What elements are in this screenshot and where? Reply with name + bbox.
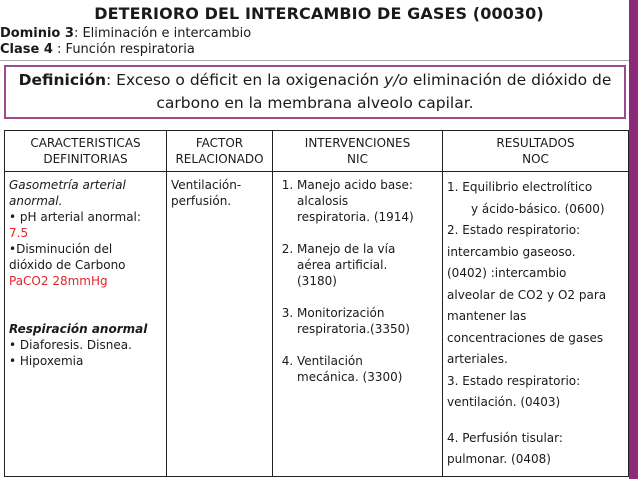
disminucion-line-2: dióxido de Carbono — [9, 258, 126, 272]
noc-line: mantener las — [447, 309, 527, 323]
ph-line: • pH arterial anormal: — [9, 210, 141, 224]
disminucion-line-1: •Disminución del — [9, 242, 113, 256]
definition-box — [4, 65, 626, 119]
nic-item-4-l2: mecánica. (3300) — [297, 370, 403, 384]
noc-line: pulmonar. (0408) — [447, 452, 551, 466]
decorative-side-bar — [629, 0, 638, 479]
care-plan-table — [4, 130, 629, 477]
noc-line: 3. Estado respiratorio: — [447, 373, 581, 388]
nic-item-1-l2: alcalosis — [297, 194, 349, 208]
noc-line: ventilación. (0403) — [447, 395, 561, 409]
header-intervenciones-l2: NIC — [347, 152, 368, 166]
dominio-line — [0, 26, 251, 41]
cell-caracteristicas — [5, 172, 167, 477]
nic-item-3-l1: 3. Monitorización — [297, 306, 385, 320]
factor-line-1: Ventilación- — [171, 178, 242, 192]
dominio-label: Dominio 3 — [0, 26, 74, 41]
definition-text-yo: y/o — [384, 71, 408, 89]
nic-item — [297, 241, 438, 289]
nic-item — [297, 353, 438, 385]
nic-item — [297, 305, 438, 337]
gasometria-line-2: anormal. — [9, 194, 63, 208]
nic-item — [297, 177, 438, 225]
gasometria-line-1: Gasometría arterial — [9, 178, 126, 192]
header — [0, 0, 638, 61]
dominio-text: : Eliminación e intercambio — [73, 26, 252, 41]
nic-item-2-l3: (3180) — [297, 274, 337, 288]
diaforesis-line: • Diaforesis. Disnea. — [9, 338, 132, 352]
nic-item-2-l1: 2. Manejo de la vía — [297, 242, 396, 256]
factor-line-2: perfusión. — [171, 194, 232, 208]
header-caracteristicas-l2: DEFINITORIAS — [43, 152, 128, 166]
clase-line — [0, 42, 195, 57]
noc-line: alveolar de CO2 y O2 para — [447, 287, 607, 302]
noc-line: concentraciones de gases — [447, 330, 604, 345]
noc-line: intercambio gaseoso. — [447, 244, 576, 259]
noc-line: 4. Perfusión tisular: — [447, 430, 563, 445]
header-factor-l1: FACTOR — [195, 136, 244, 150]
header-resultados-l1: RESULTADOS — [496, 136, 575, 150]
header-intervenciones-l1: INTERVENCIONES — [304, 136, 411, 150]
header-resultados — [443, 131, 629, 172]
definition-text-a: : Exceso o déficit en la oxigenación — [106, 71, 385, 89]
nic-item-4-l1: 4. Ventilación — [297, 354, 363, 368]
noc-line: (0402) :intercambio — [447, 266, 567, 280]
header-intervenciones — [273, 131, 443, 172]
clase-label: Clase 4 — [0, 42, 53, 57]
header-resultados-l2: NOC — [522, 152, 549, 166]
table-body-row — [5, 172, 629, 477]
noc-line: 2. Estado respiratorio: — [447, 223, 581, 237]
nic-item-3-l2: respiratoria.(3350) — [297, 322, 410, 336]
noc-line: arteriales. — [447, 352, 508, 366]
header-caracteristicas — [5, 131, 167, 172]
table-header-row — [5, 131, 629, 172]
page-title: DETERIORO DEL INTERCAMBIO DE GASES (00030) — [94, 4, 544, 23]
definition-label: Definición — [18, 71, 107, 89]
cell-factor — [167, 172, 273, 477]
cell-noc — [443, 172, 629, 477]
ph-value: 7.5 — [9, 226, 29, 240]
nic-list — [277, 177, 438, 385]
noc-line: y ácido-básico. (0600) — [471, 201, 605, 216]
header-factor — [167, 131, 273, 172]
definition-text-b: eliminación de dióxido de carbono en la membrana alveolo capilar. — [156, 71, 612, 112]
respiracion-heading: Respiración anormal — [9, 322, 148, 336]
nic-item-1-l3: respiratoria. (1914) — [297, 210, 414, 224]
clase-text: : Función respiratoria — [52, 42, 195, 57]
cell-nic — [273, 172, 443, 477]
nic-item-1-l1: 1. Manejo acido base: — [297, 178, 413, 192]
header-factor-l2: RELACIONADO — [175, 152, 264, 166]
noc-line: 1. Equilibrio electrolítico — [447, 180, 593, 194]
header-caracteristicas-l1: CARACTERISTICAS — [30, 136, 141, 150]
nic-item-2-l2: aérea artificial. — [297, 258, 388, 272]
paco2-value: PaCO2 28mmHg — [9, 274, 108, 288]
hipoxemia-line: • Hipoxemia — [9, 354, 84, 368]
